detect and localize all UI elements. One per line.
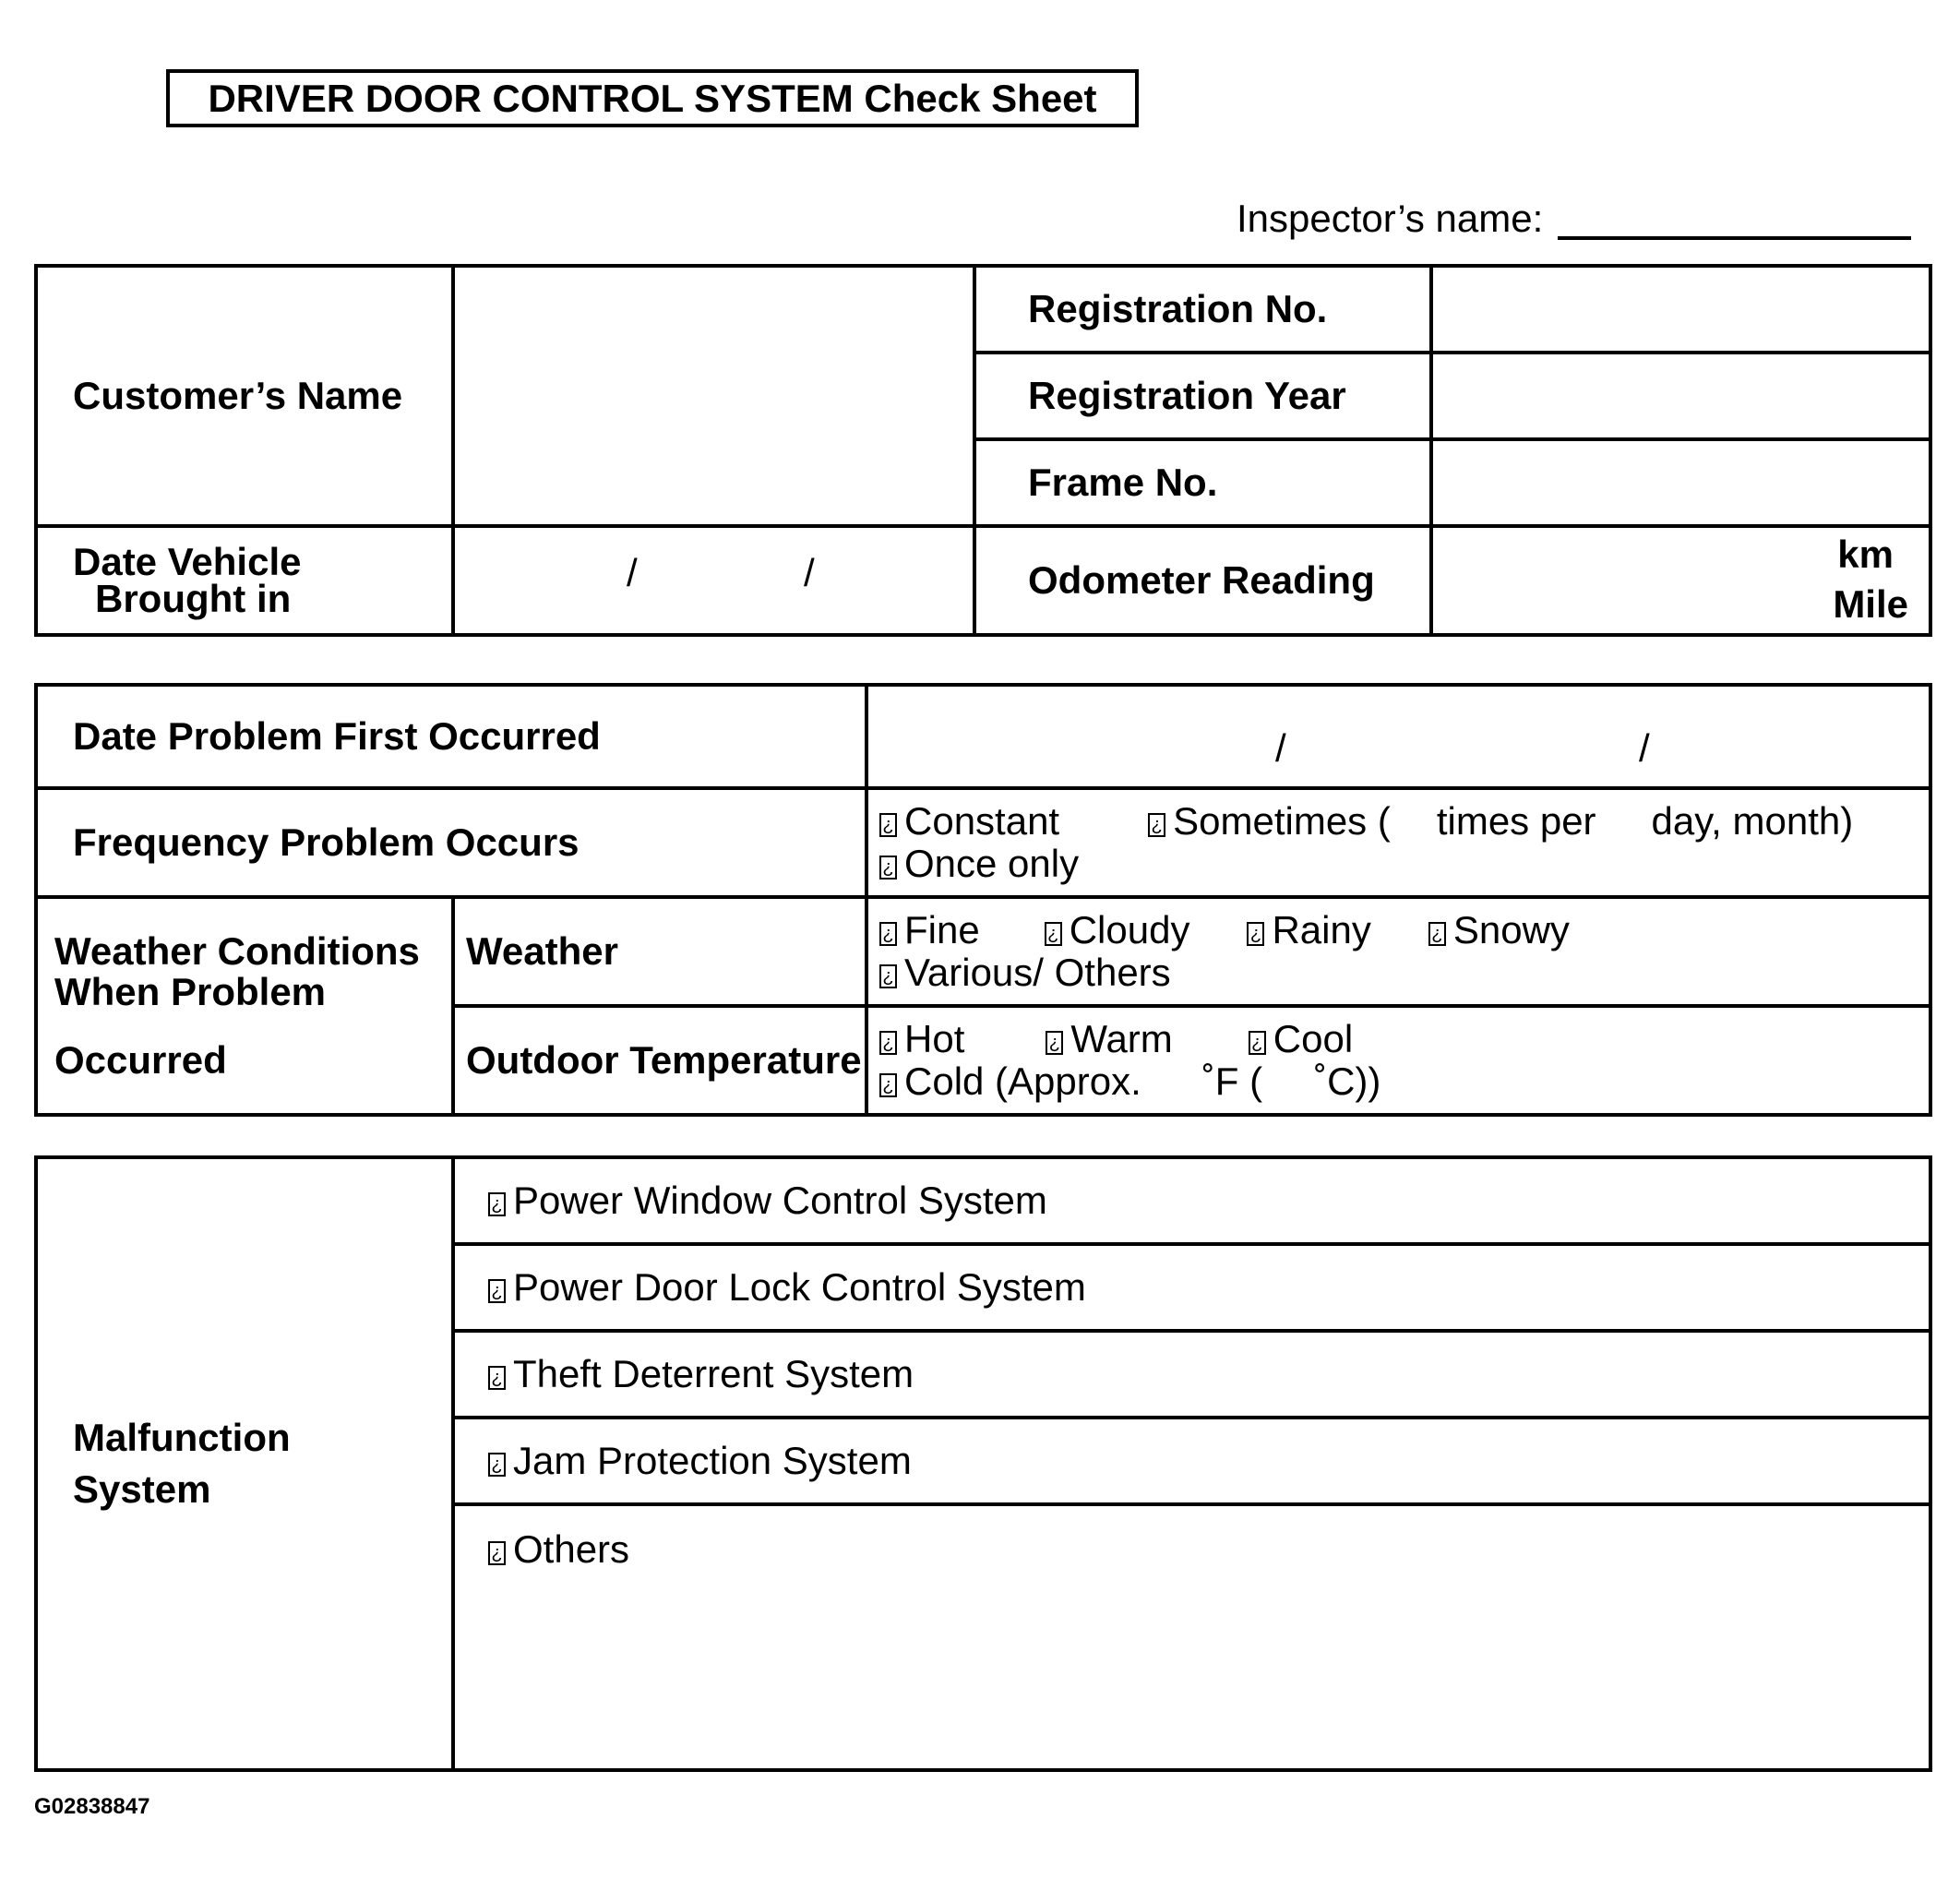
warm-label: Warm [1070, 1017, 1173, 1060]
figure-code: G02838847 [34, 1794, 150, 1819]
fine-option[interactable] [879, 908, 980, 951]
date-vehicle-brought-in-label [36, 526, 453, 635]
frequency-row-1 [879, 800, 1912, 843]
temperature-options [866, 1006, 1930, 1115]
checkbox-icon[interactable]: ¿ [488, 1541, 506, 1565]
checkbox-icon[interactable]: ¿ [1046, 1031, 1063, 1055]
checkbox-icon[interactable]: ¿ [488, 1192, 506, 1216]
constant-label: Constant [904, 799, 1060, 843]
customers-name-label: Customer’s Name [36, 266, 453, 526]
frame-no-label: Frame No. [974, 439, 1431, 526]
checkbox-icon[interactable]: ¿ [488, 1453, 506, 1477]
customers-name-field[interactable] [453, 266, 974, 526]
malfunction-option[interactable] [453, 1418, 1930, 1504]
frequency-problem-occurs-label: Frequency Problem Occurs [36, 788, 866, 897]
registration-year-label: Registration Year [974, 353, 1431, 439]
unit-mile: Mile [1833, 582, 1908, 626]
date-problem-first-occurred-field[interactable] [866, 685, 1930, 788]
hot-label: Hot [904, 1017, 965, 1060]
odometer-reading-field[interactable] [1431, 526, 1930, 635]
date-problem-first-occurred-label: Date Problem First Occurred [36, 685, 866, 788]
checkbox-icon[interactable]: ¿ [488, 1366, 506, 1390]
various-others-label: Various/ Others [904, 951, 1171, 994]
checkbox-icon[interactable]: ¿ [1148, 813, 1165, 837]
malfunction-system-table [34, 1155, 1932, 1772]
page-title: DRIVER DOOR CONTROL SYSTEM Check Sheet [166, 69, 1139, 127]
cool-option[interactable] [1249, 1017, 1353, 1060]
snowy-label: Snowy [1452, 908, 1570, 951]
checkbox-icon[interactable]: ¿ [1428, 922, 1446, 946]
checkbox-icon[interactable]: ¿ [879, 922, 897, 946]
sometimes-option[interactable] [1148, 799, 1391, 843]
unit-km: km [1837, 533, 1894, 576]
frequency-options [866, 788, 1930, 897]
checkbox-icon[interactable]: ¿ [879, 964, 897, 988]
fahrenheit-label: ˚F ( [1201, 1059, 1263, 1103]
weather-conditions-label [36, 897, 453, 1115]
cloudy-option[interactable] [1045, 908, 1190, 951]
outdoor-temperature-label: Outdoor Temperature [453, 1006, 866, 1115]
odometer-reading-label: Odometer Reading [974, 526, 1431, 635]
date-vehicle-line1: Date Vehicle [73, 540, 302, 583]
checkbox-icon[interactable]: ¿ [879, 1073, 897, 1097]
weather-options [866, 897, 1930, 1006]
checkbox-icon[interactable]: ¿ [1045, 922, 1062, 946]
checkbox-icon[interactable]: ¿ [879, 813, 897, 837]
once-only-option[interactable] [879, 843, 1912, 885]
registration-no-label: Registration No. [974, 266, 1431, 353]
cold-label: Cold (Approx. [904, 1059, 1141, 1103]
malfunction-option-label: Theft Deterrent System [513, 1351, 914, 1395]
times-per-label: times per [1436, 799, 1596, 843]
inspector-name-label: Inspector’s name: [1237, 197, 1544, 240]
malfunction-option-label: Jam Protection System [513, 1438, 912, 1482]
cool-label: Cool [1273, 1017, 1354, 1060]
cold-option[interactable] [879, 1060, 1912, 1103]
rainy-option[interactable] [1247, 908, 1370, 951]
snowy-option[interactable] [1428, 908, 1570, 951]
malfunction-option[interactable] [453, 1244, 1930, 1331]
various-others-option[interactable] [879, 951, 1912, 994]
malfunction-option-label: Power Door Lock Control System [513, 1264, 1086, 1309]
celsius-label: ˚C)) [1314, 1059, 1381, 1103]
checkbox-icon[interactable]: ¿ [488, 1279, 506, 1303]
weather-conditions-line2: When Problem [54, 970, 327, 1013]
date-separator: / [804, 551, 815, 594]
malfunction-option[interactable] [453, 1331, 1930, 1418]
malfunction-option[interactable] [453, 1157, 1930, 1244]
date-vehicle-brought-in-field[interactable] [453, 526, 974, 635]
date-vehicle-line2: Brought in [95, 577, 292, 620]
malfunction-option-label: Power Window Control System [513, 1178, 1047, 1222]
warm-option[interactable] [1046, 1017, 1172, 1060]
malfunction-system-label [36, 1157, 453, 1770]
malfunction-option-label: Others [513, 1527, 630, 1571]
day-month-label: day, month) [1651, 799, 1854, 843]
cloudy-label: Cloudy [1069, 908, 1190, 951]
problem-info-table [34, 683, 1932, 1117]
date-separator: / [1275, 726, 1286, 770]
checkbox-icon[interactable]: ¿ [879, 856, 897, 880]
constant-option[interactable] [879, 799, 1059, 843]
sometimes-label: Sometimes ( [1173, 799, 1391, 843]
inspector-name-field[interactable] [1558, 236, 1911, 240]
customer-info-table [34, 264, 1932, 637]
malfunction-line2: System [73, 1467, 211, 1511]
frame-no-field[interactable] [1431, 439, 1930, 526]
malfunction-line1: Malfunction [73, 1416, 291, 1459]
fine-label: Fine [904, 908, 980, 951]
checkbox-icon[interactable]: ¿ [1247, 922, 1264, 946]
malfunction-option[interactable] [453, 1504, 1930, 1770]
registration-year-field[interactable] [1431, 353, 1930, 439]
rainy-label: Rainy [1272, 908, 1371, 951]
once-only-label: Once only [904, 842, 1080, 885]
weather-row-1 [879, 909, 1912, 951]
checkbox-icon[interactable]: ¿ [1249, 1031, 1266, 1055]
date-separator: / [1639, 726, 1650, 770]
checkbox-icon[interactable]: ¿ [879, 1031, 897, 1055]
registration-no-field[interactable] [1431, 266, 1930, 353]
hot-option[interactable] [879, 1017, 964, 1060]
weather-conditions-line3: Occurred [54, 1038, 227, 1082]
weather-conditions-line1: Weather Conditions [54, 929, 420, 973]
weather-label: Weather [453, 897, 866, 1006]
temperature-row-1 [879, 1018, 1912, 1060]
date-separator: / [627, 551, 638, 594]
